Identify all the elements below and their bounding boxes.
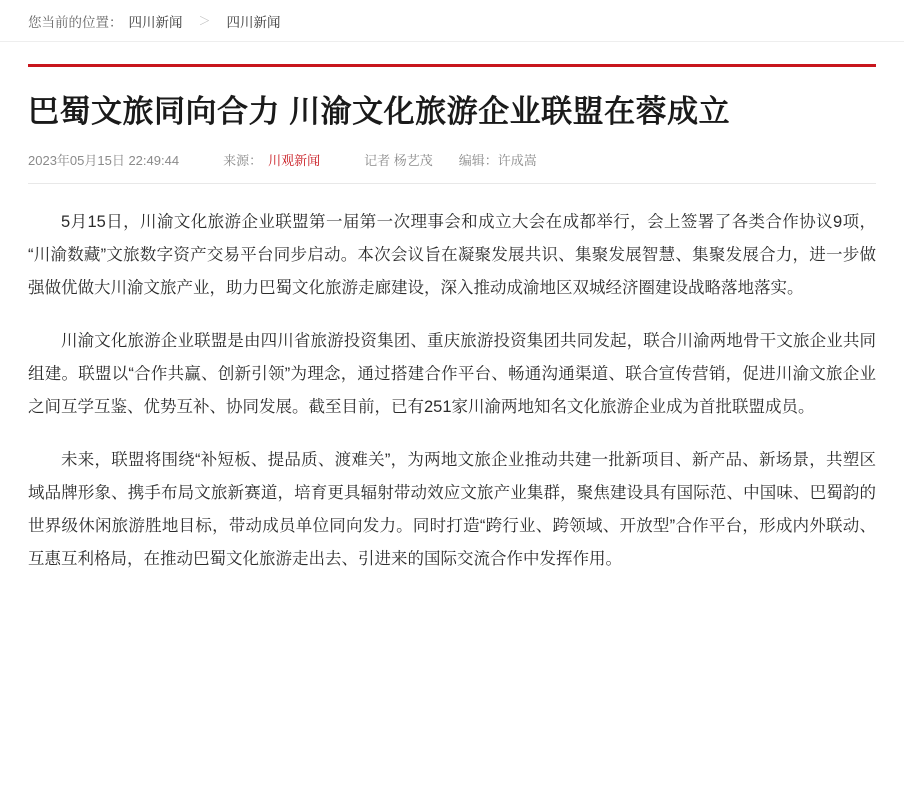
accent-divider [28, 64, 876, 67]
publish-timestamp: 2023年05月15日 22:49:44 [28, 152, 180, 168]
breadcrumb [0, 0, 904, 42]
editor-name: 编辑：许成嵩 [458, 152, 537, 168]
page-title: 巴蜀文旅同向合力 川渝文化旅游企业联盟在蓉成立 [28, 94, 731, 129]
source-name[interactable]: 川观新闻 [268, 152, 321, 168]
article-body [28, 206, 876, 576]
source-label: 来源： [223, 152, 263, 168]
reporter-name: 记者 杨艺茂 [364, 152, 433, 168]
article-paragraph: 川渝文化旅游企业联盟是由四川省旅游投资集团、重庆旅游投资集团共同发起，联合川渝两地骨干文旅企业共同组建。联盟以“合作共赢、创新引领”为理念，通过搭建合作平台、畅通沟通渠道、联合宣传营销，促进川渝文旅企业之间互学互鉴、优势互补、协同发展。截至目前，已有251家川渝两地知名文化旅游企业成为首批联盟成员。 [28, 331, 876, 416]
breadcrumb-separator-icon: ＞ [198, 14, 211, 28]
breadcrumb-label: 您当前的位置： [28, 14, 123, 30]
article-paragraph: 5月15日，川渝文化旅游企业联盟第一届第一次理事会和成立大会在成都举行，会上签署了各类合作协议9项，“川渝数藏”文旅数字资产交易平台同步启动。本次会议旨在凝聚发展共识、集聚发展智慧、集聚发展合力，进一步做强做优做大川渝文旅产业，助力巴蜀文化旅游走廊建设，深入推动成渝地区双城经济圈建设战略落地落实。 [28, 212, 876, 297]
breadcrumb-item-2[interactable]: 四川新闻 [226, 14, 281, 30]
article-meta [28, 150, 876, 184]
article-paragraph: 未来，联盟将围绕“补短板、提品质、渡难关”，为两地文旅企业推动共建一批新项目、新产品、新场景，共塑区域品牌形象、携手布局文旅新赛道，培育更具辐射带动效应文旅产业集群，聚焦建设具有国际范、中国味、巴蜀韵的世界级休闲旅游胜地目标，带动成员单位同向发力。同时打造“跨行业、跨领域、开放型”合作平台，形成内外联动、互惠互利格局，在推动巴蜀文化旅游走出去、引进来的国际交流合作中发挥作用。 [28, 450, 876, 568]
breadcrumb-item-1[interactable]: 四川新闻 [128, 14, 183, 30]
